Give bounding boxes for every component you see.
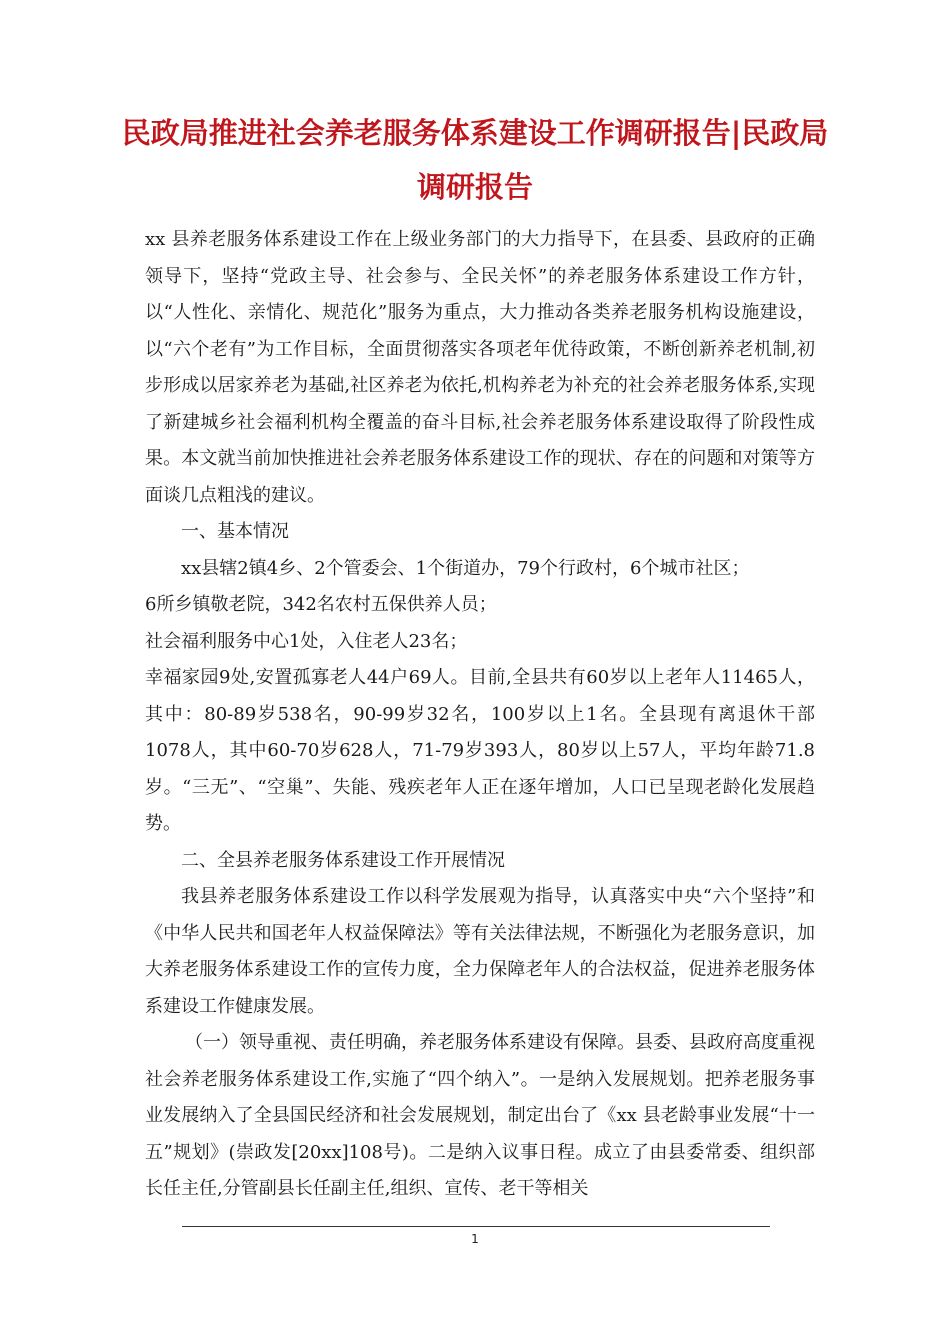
document-title: 民政局推进社会养老服务体系建设工作调研报告|民政局调研报告	[121, 116, 829, 204]
paragraph-nursing-homes: 6所乡镇敬老院，342名农村五保供养人员；	[145, 594, 497, 615]
paragraph-happy-homes: 幸福家园9处,安置孤寡老人44户69人。目前,全县共有60岁以上老年人11465人，其中：80-89岁538名，90-99岁32名，100岁以上1名。全县现有离退休干部 1078人，其中60-70岁628人，71-79岁393人，80岁以上57人，平均年龄71.8 岁。“三无”、“空巢”、失能、残疾老年人正在逐年增加，人口已呈现老龄化发展趋势。	[145, 667, 815, 834]
section-heading-progress: 二、全县养老服务体系建设工作开展情况	[181, 849, 505, 871]
paragraph-guiding-policy: 我县养老服务体系建设工作以科学发展观为指导，认真落实中央“六个坚持”和《中华人民共和国老年人权益保障法》等有关法律法规，不断强化为老服务意识，加大养老服务体系建设工作的宣传力度，全力保障老年人的合法权益，促进养老服务体系建设工作健康发展。	[145, 886, 815, 1017]
page-number: 1	[471, 1232, 479, 1246]
document-body	[145, 222, 815, 1208]
section-heading-basic: 一、基本情况	[181, 521, 289, 542]
paragraph-intro: xx 县养老服务体系建设工作在上级业务部门的大力指导下，在县委、县政府的正确领导下，坚持“党政主导、社会参与、全民关怀”的养老服务体系建设工作方针，以“人性化、亲情化、规范化”服务为重点，大力推动各类养老服务机构设施建设，以“六个老有”为工作目标，全面贯彻落实各项老年优待政策，不断创新养老机制,初步形成以居家养老为基础,社区养老为依托,机构养老为补充的社会养老服务体系,实现了新建城乡社会福利机构全覆盖的奋斗目标,社会养老服务体系建设取得了阶段性成果。本文就当前加快推进社会养老服务体系建设工作的现状、存在的问题和对策等方面谈几点粗浅的建议。	[145, 229, 815, 506]
footer-divider	[182, 1226, 770, 1227]
paragraph-welfare-center: 社会福利服务中心1处，入住老人23名；	[145, 630, 468, 652]
paragraph-county-overview: xx县辖2镇4乡、2个管委会、1个街道办，79个行政村，6个城市社区；	[181, 557, 750, 579]
paragraph-leadership: （一）领导重视、责任明确，养老服务体系建设有保障。县委、县政府高度重视社会养老服务体系建设工作,实施了“四个纳入”。一是纳入发展规划。把养老服务事业发展纳入了全县国民经济和社会发展规划，制定出台了《xx 县老龄事业发展“十一五”规划》(崇政发[20xx]108号)。二是纳入议事日程。成立了由县委常委、组织部长任主任,分管副县长任副主任,组织、宣传、老干等相关	[145, 1032, 815, 1199]
